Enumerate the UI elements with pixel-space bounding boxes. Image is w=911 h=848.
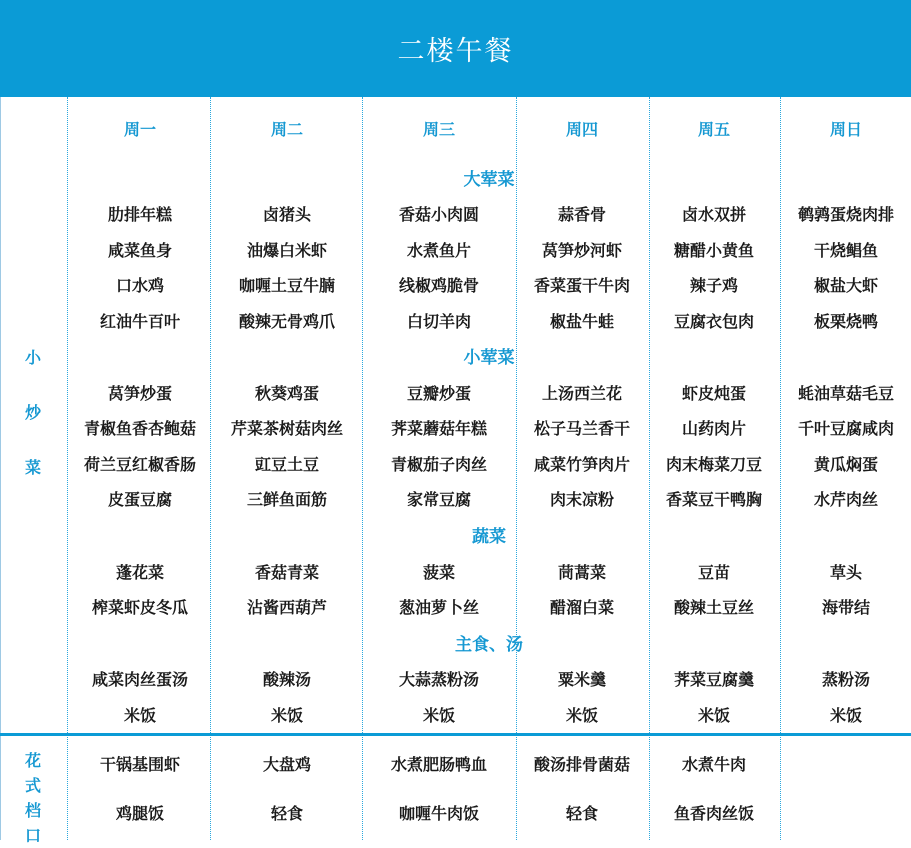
dish-cell: 豆腐衣包肉: [673, 312, 754, 331]
dish-cell: 千叶豆腐咸肉: [797, 419, 894, 438]
dish-cell: 酸辣无骨鸡爪: [238, 312, 335, 331]
dish-cell: 卤水双拼: [681, 205, 746, 224]
dish-cell: 水煮肥肠鸭血: [390, 755, 487, 774]
dish-cell: 三鲜鱼面筋: [246, 490, 327, 509]
dish-cell: 荠菜蘑菇年糕: [390, 419, 487, 438]
day-header: 周一: [123, 120, 156, 139]
day-header: 周日: [829, 120, 862, 139]
dish-cell: 大蒜蒸粉汤: [398, 670, 479, 689]
dish-cell: 红油牛百叶: [99, 312, 180, 331]
dish-cell: 轻食: [565, 804, 598, 823]
dish-cell: 酸汤排骨菌菇: [533, 755, 630, 774]
dish-cell: 豆瓣炒蛋: [406, 384, 471, 403]
dish-cell: 辣子鸡: [689, 276, 738, 295]
dish-cell: 青椒茄子肉丝: [390, 455, 487, 474]
dish-cell: 咖喱牛肉饭: [398, 804, 479, 823]
dish-cell: 香菇小肉圆: [398, 205, 479, 224]
dish-cell: 皮蛋豆腐: [107, 490, 172, 509]
section-title: 大荤菜: [463, 170, 515, 190]
dish-cell: 米饭: [123, 706, 156, 725]
dish-cell: [776, 753, 911, 777]
left-border: [0, 97, 1, 840]
dish-cell: 香菜豆干鸭胸: [665, 490, 762, 509]
dish-cell: 虾皮炖蛋: [681, 384, 746, 403]
dish-cell: 水煮鱼片: [406, 241, 471, 260]
dish-cell: 糖醋小黄鱼: [673, 241, 754, 260]
dish-cell: 青椒鱼香杏鲍菇: [83, 419, 196, 438]
dish-cell: 口水鸡: [115, 276, 164, 295]
label-char: 档: [24, 801, 41, 820]
dish-cell: 山药肉片: [681, 419, 746, 438]
dish-cell: 米饭: [270, 706, 303, 725]
dish-cell: 海带结: [821, 598, 870, 617]
dish-cell: 鱼香肉丝饭: [673, 804, 754, 823]
dish-cell: 芹菜茶树菇肉丝: [230, 419, 343, 438]
column-separator: [210, 737, 211, 840]
dish-cell: 豇豆土豆: [254, 455, 319, 474]
dish-cell: 荷兰豆红椒香肠: [83, 455, 196, 474]
dish-cell: 醋溜白菜: [549, 598, 614, 617]
dish-cell: 米饭: [829, 706, 862, 725]
dish-cell: 咖喱土豆牛腩: [238, 276, 335, 295]
section-label-special: [18, 748, 48, 848]
dish-cell: 沾酱西葫芦: [246, 598, 327, 617]
dish-cell: 椒盐大虾: [813, 276, 878, 295]
dish-cell: 荠菜豆腐羹: [673, 670, 754, 689]
day-header: 周四: [565, 120, 598, 139]
column-separator: [362, 737, 363, 840]
dish-cell: 鸡腿饭: [115, 804, 164, 823]
dish-cell: 椒盐牛蛙: [549, 312, 614, 331]
dish-cell: 榨菜虾皮冬瓜: [91, 598, 188, 617]
dish-cell: 卤猪头: [262, 205, 311, 224]
label-char: 口: [24, 826, 41, 845]
section-title: 蔬菜: [472, 527, 506, 547]
dish-cell: 蓬花菜: [115, 563, 164, 582]
dish-cell: 轻食: [270, 804, 303, 823]
dish-cell: 米饭: [565, 706, 598, 725]
dish-cell: 干锅基围虾: [99, 755, 180, 774]
label-char: 菜: [24, 458, 41, 477]
dish-cell: 香菜蛋干牛肉: [533, 276, 630, 295]
dish-cell: 干烧鲳鱼: [813, 241, 878, 260]
section-title: 小荤菜: [463, 348, 515, 368]
dish-cell: 白切羊肉: [406, 312, 471, 331]
column-separator: [67, 737, 68, 840]
dish-cell: 肉末凉粉: [549, 490, 614, 509]
dish-cell: 豆苗: [697, 563, 730, 582]
dish-cell: 黄瓜焖蛋: [813, 455, 878, 474]
day-header: 周三: [422, 120, 455, 139]
dish-cell: 上汤西兰花: [541, 384, 622, 403]
dish-cell: 莴笋炒河虾: [541, 241, 622, 260]
dish-cell: 线椒鸡脆骨: [398, 276, 479, 295]
dish-cell: 松子马兰香干: [533, 419, 630, 438]
page-title: 二楼午餐: [397, 36, 514, 67]
dish-cell: 咸菜竹笋肉片: [533, 455, 630, 474]
dish-cell: 秋葵鸡蛋: [254, 384, 319, 403]
dish-cell: 鹌鹑蛋烧肉排: [797, 205, 894, 224]
dish-cell: 咸菜鱼身: [107, 241, 172, 260]
dish-cell: 茼蒿菜: [557, 563, 606, 582]
dish-cell: 大盘鸡: [262, 755, 311, 774]
dish-cell: 蒜香骨: [557, 205, 606, 224]
dish-cell: 蚝油草菇毛豆: [797, 384, 894, 403]
dish-cell: 板栗烧鸭: [813, 312, 878, 331]
dish-cell: 米饭: [697, 706, 730, 725]
section-divider: [0, 733, 911, 736]
dish-cell: 草头: [829, 563, 862, 582]
dish-cell: 油爆白米虾: [246, 241, 327, 260]
label-char: 式: [24, 776, 41, 795]
dish-cell: 水煮牛肉: [681, 755, 746, 774]
dish-cell: 葱油萝卜丝: [398, 598, 479, 617]
section-label-stir-fry: [18, 345, 48, 510]
dish-cell: 酸辣汤: [262, 670, 311, 689]
dish-cell: 粟米羹: [557, 670, 606, 689]
section-title: 主食、汤: [455, 635, 523, 655]
header-bar: [0, 0, 911, 97]
dish-cell: 家常豆腐: [406, 490, 471, 509]
dish-cell: 米饭: [422, 706, 455, 725]
day-header: 周五: [697, 120, 730, 139]
dish-cell: 酸辣土豆丝: [673, 598, 754, 617]
label-char: 花: [24, 751, 41, 770]
dish-cell: 莴笋炒蛋: [107, 384, 172, 403]
dish-cell: 肉末梅菜刀豆: [665, 455, 762, 474]
label-char: 小: [24, 348, 41, 367]
dish-cell: 菠菜: [422, 563, 455, 582]
day-header: 周二: [270, 120, 303, 139]
dish-cell: 咸菜肉丝蛋汤: [91, 670, 188, 689]
dish-cell: 蒸粉汤: [821, 670, 870, 689]
label-char: 炒: [24, 403, 41, 422]
dish-cell: 肋排年糕: [107, 205, 172, 224]
dish-cell: 香菇青菜: [254, 563, 319, 582]
dish-cell: [776, 802, 911, 826]
dish-cell: 水芹肉丝: [813, 490, 878, 509]
